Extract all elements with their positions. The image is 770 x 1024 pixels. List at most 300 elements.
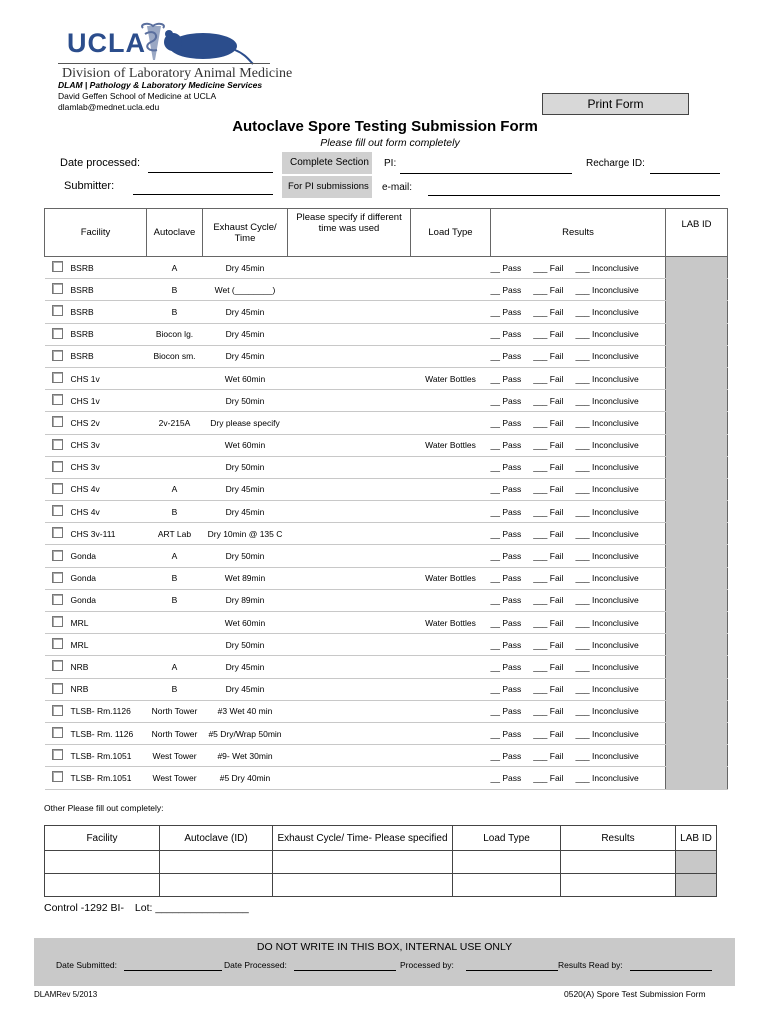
autoclave-cell: A — [147, 257, 203, 279]
autoclave-cell — [147, 390, 203, 412]
exhaust-cell: Dry 45min — [203, 478, 288, 500]
row-checkbox[interactable] — [52, 372, 63, 383]
row-checkbox[interactable] — [52, 550, 63, 561]
result-inconclusive[interactable]: ___ Inconclusive — [575, 506, 639, 517]
table-row — [45, 545, 728, 567]
result-inconclusive[interactable]: ___ Inconclusive — [575, 351, 639, 362]
row-checkbox-cell — [45, 367, 71, 389]
row-checkbox-cell — [45, 700, 71, 722]
load-type-cell — [411, 390, 491, 412]
load-type-cell — [411, 456, 491, 478]
load-type-cell — [411, 678, 491, 700]
autoclave-cell: B — [147, 589, 203, 611]
row-checkbox[interactable] — [52, 727, 63, 738]
header-results: Results — [491, 209, 666, 257]
lab-id-cell — [666, 501, 728, 523]
row-checkbox[interactable] — [52, 505, 63, 516]
exhaust-cell: Dry 10min @ 135 C — [203, 523, 288, 545]
autoclave-cell: B — [147, 279, 203, 301]
control-line — [44, 902, 249, 914]
for-pi-box — [282, 176, 372, 198]
results-cell — [491, 612, 666, 634]
table-row — [45, 523, 728, 545]
autoclave-table — [44, 208, 728, 790]
table-row — [45, 678, 728, 700]
result-pass[interactable]: __ Pass — [490, 551, 522, 562]
other-exhaust-field[interactable] — [273, 851, 453, 874]
pi-field[interactable] — [400, 161, 572, 174]
exhaust-cell: Dry 45min — [203, 501, 288, 523]
row-checkbox-cell — [45, 323, 71, 345]
lab-id-cell — [666, 634, 728, 656]
autoclave-cell: B — [147, 678, 203, 700]
submitter-field[interactable] — [133, 182, 273, 195]
result-pass[interactable]: __ Pass — [490, 617, 522, 628]
result-fail[interactable]: ___ Fail — [533, 306, 564, 317]
specify-time-field[interactable] — [288, 257, 411, 279]
lab-id-cell — [666, 412, 728, 434]
load-type-cell — [411, 257, 491, 279]
lab-id-cell — [666, 434, 728, 456]
exhaust-cell: Wet 60min — [203, 367, 288, 389]
org-line-1: DLAM | Pathology & Laboratory Medicine Services — [58, 80, 263, 90]
load-type-cell — [411, 345, 491, 367]
facility-cell: BSRB — [71, 279, 147, 301]
result-fail[interactable]: ___ Fail — [533, 440, 564, 451]
result-inconclusive[interactable]: ___ Inconclusive — [575, 395, 639, 406]
table-row — [45, 612, 728, 634]
load-type-cell — [411, 412, 491, 434]
specify-time-field[interactable] — [288, 501, 411, 523]
other-header-results: Results — [561, 826, 676, 851]
specify-time-field[interactable] — [288, 745, 411, 767]
result-fail[interactable]: ___ Fail — [533, 684, 564, 695]
row-checkbox[interactable] — [52, 439, 63, 450]
row-checkbox[interactable] — [52, 261, 63, 272]
other-autoclave-field[interactable] — [160, 851, 273, 874]
row-checkbox[interactable] — [52, 328, 63, 339]
result-fail[interactable]: ___ Fail — [533, 417, 564, 428]
lab-id-cell — [666, 700, 728, 722]
row-checkbox[interactable] — [52, 771, 63, 782]
header-facility: Facility — [45, 209, 147, 257]
row-checkbox-cell — [45, 634, 71, 656]
autoclave-cell: B — [147, 501, 203, 523]
result-pass[interactable]: __ Pass — [490, 440, 522, 451]
row-checkbox-cell — [45, 545, 71, 567]
result-fail[interactable]: ___ Fail — [533, 617, 564, 628]
load-type-cell — [411, 745, 491, 767]
specify-time-field[interactable] — [288, 700, 411, 722]
result-fail[interactable]: ___ Fail — [533, 772, 564, 783]
facility-cell: CHS 3v — [71, 456, 147, 478]
results-cell — [491, 434, 666, 456]
results-cell — [491, 700, 666, 722]
results-cell — [491, 745, 666, 767]
row-checkbox-cell — [45, 589, 71, 611]
specify-time-field[interactable] — [288, 523, 411, 545]
table-row — [45, 257, 728, 279]
row-checkbox-cell — [45, 567, 71, 589]
result-fail[interactable]: ___ Fail — [533, 484, 564, 495]
load-type-cell — [411, 523, 491, 545]
result-pass[interactable]: __ Pass — [490, 373, 522, 384]
facility-cell: TLSB- Rm.1126 — [71, 700, 147, 722]
facility-cell: TLSB- Rm. 1126 — [71, 722, 147, 744]
result-pass[interactable]: __ Pass — [490, 573, 522, 584]
autoclave-cell: North Tower — [147, 700, 203, 722]
specify-time-field[interactable] — [288, 301, 411, 323]
other-load-field[interactable] — [453, 851, 561, 874]
row-checkbox-cell — [45, 345, 71, 367]
facility-cell: CHS 1v — [71, 367, 147, 389]
load-type-cell — [411, 301, 491, 323]
result-pass[interactable]: __ Pass — [490, 351, 522, 362]
processed-by-field — [466, 962, 558, 971]
row-checkbox[interactable] — [52, 283, 63, 294]
result-pass[interactable]: __ Pass — [490, 262, 522, 273]
specify-time-field[interactable] — [288, 545, 411, 567]
lab-id-cell — [666, 767, 728, 789]
result-inconclusive[interactable]: ___ Inconclusive — [575, 706, 639, 717]
specify-time-field[interactable] — [288, 567, 411, 589]
form-subtitle: Please fill out form completely — [320, 137, 460, 149]
footer-revision: DLAMRev 5/2013 — [34, 990, 98, 999]
load-type-cell — [411, 700, 491, 722]
specify-time-field[interactable] — [288, 634, 411, 656]
row-checkbox[interactable] — [52, 483, 63, 494]
result-inconclusive[interactable]: ___ Inconclusive — [575, 573, 639, 584]
print-form-button[interactable]: Print Form — [542, 93, 689, 115]
autoclave-cell: Biocon sm. — [147, 345, 203, 367]
autoclave-cell — [147, 634, 203, 656]
facility-cell: TLSB- Rm.1051 — [71, 767, 147, 789]
specify-time-field[interactable] — [288, 412, 411, 434]
recharge-id-field[interactable] — [650, 161, 720, 174]
facility-cell: MRL — [71, 612, 147, 634]
table-row — [45, 323, 728, 345]
other-autoclave-field[interactable] — [160, 874, 273, 897]
result-pass[interactable]: __ Pass — [490, 528, 522, 539]
results-cell — [491, 478, 666, 500]
result-fail[interactable]: ___ Fail — [533, 706, 564, 717]
result-pass[interactable]: __ Pass — [490, 706, 522, 717]
exhaust-cell: Wet 89min — [203, 567, 288, 589]
other-exhaust-field[interactable] — [273, 874, 453, 897]
result-pass[interactable]: __ Pass — [490, 329, 522, 340]
result-inconclusive[interactable]: ___ Inconclusive — [575, 306, 639, 317]
result-inconclusive[interactable]: ___ Inconclusive — [575, 262, 639, 273]
facility-cell: BSRB — [71, 301, 147, 323]
load-type-cell — [411, 279, 491, 301]
specify-time-field[interactable] — [288, 456, 411, 478]
org-line-2: David Geffen School of Medicine at UCLA — [58, 91, 217, 101]
result-fail[interactable]: ___ Fail — [533, 639, 564, 650]
row-checkbox[interactable] — [52, 350, 63, 361]
lab-id-cell — [666, 545, 728, 567]
result-fail[interactable]: ___ Fail — [533, 395, 564, 406]
other-results-field[interactable] — [561, 874, 676, 897]
header-load-type: Load Type — [411, 209, 491, 257]
row-checkbox[interactable] — [52, 461, 63, 472]
result-inconclusive[interactable]: ___ Inconclusive — [575, 684, 639, 695]
table-row — [45, 567, 728, 589]
other-lab-id-field — [676, 874, 717, 897]
lab-id-cell — [666, 722, 728, 744]
result-fail[interactable]: ___ Fail — [533, 262, 564, 273]
load-type-cell — [411, 722, 491, 744]
autoclave-cell: A — [147, 656, 203, 678]
result-pass[interactable]: __ Pass — [490, 595, 522, 606]
row-checkbox-cell — [45, 745, 71, 767]
lab-id-cell — [666, 567, 728, 589]
result-fail[interactable]: ___ Fail — [533, 573, 564, 584]
header-autoclave: Autoclave — [147, 209, 203, 257]
exhaust-cell: Dry please specify — [203, 412, 288, 434]
results-cell — [491, 456, 666, 478]
row-checkbox[interactable] — [52, 660, 63, 671]
result-pass[interactable]: __ Pass — [490, 661, 522, 672]
other-header-load-type: Load Type — [453, 826, 561, 851]
result-pass[interactable]: __ Pass — [490, 772, 522, 783]
lab-id-cell — [666, 257, 728, 279]
other-table — [44, 825, 717, 897]
facility-cell: Gonda — [71, 545, 147, 567]
facility-cell: Gonda — [71, 589, 147, 611]
row-checkbox[interactable] — [52, 638, 63, 649]
row-checkbox[interactable] — [52, 749, 63, 760]
result-pass[interactable]: __ Pass — [490, 639, 522, 650]
result-inconclusive[interactable]: ___ Inconclusive — [575, 440, 639, 451]
result-inconclusive[interactable]: ___ Inconclusive — [575, 551, 639, 562]
results-cell — [491, 545, 666, 567]
result-fail[interactable]: ___ Fail — [533, 373, 564, 384]
exhaust-cell: #3 Wet 40 min — [203, 700, 288, 722]
result-fail[interactable]: ___ Fail — [533, 728, 564, 739]
result-fail[interactable]: ___ Fail — [533, 595, 564, 606]
row-checkbox[interactable] — [52, 594, 63, 605]
result-inconclusive[interactable]: ___ Inconclusive — [575, 661, 639, 672]
result-pass[interactable]: __ Pass — [490, 306, 522, 317]
autoclave-cell — [147, 456, 203, 478]
autoclave-cell: 2v-215A — [147, 412, 203, 434]
row-checkbox[interactable] — [52, 527, 63, 538]
control-label: Control -1292 BI- — [44, 902, 124, 914]
row-checkbox[interactable] — [52, 616, 63, 627]
result-inconclusive[interactable]: ___ Inconclusive — [575, 484, 639, 495]
result-fail[interactable]: ___ Fail — [533, 462, 564, 473]
exhaust-cell: #5 Dry/Wrap 50min — [203, 722, 288, 744]
load-type-cell — [411, 478, 491, 500]
internal-use-box — [34, 938, 735, 986]
email-label: e-mail: — [382, 182, 413, 193]
date-submitted-label: Date Submitted: — [56, 960, 117, 970]
specify-time-field[interactable] — [288, 656, 411, 678]
autoclave-cell: Biocon lg. — [147, 323, 203, 345]
table-row — [45, 434, 728, 456]
date-processed-field[interactable] — [148, 160, 273, 173]
row-checkbox[interactable] — [52, 305, 63, 316]
table-row — [45, 367, 728, 389]
header-lab-id: LAB ID — [666, 209, 728, 257]
lab-id-cell — [666, 656, 728, 678]
result-inconclusive[interactable]: ___ Inconclusive — [575, 284, 639, 295]
result-fail[interactable]: ___ Fail — [533, 661, 564, 672]
facility-cell: TLSB- Rm.1051 — [71, 745, 147, 767]
row-checkbox[interactable] — [52, 705, 63, 716]
result-pass[interactable]: __ Pass — [490, 506, 522, 517]
other-lab-id-field — [676, 851, 717, 874]
result-pass[interactable]: __ Pass — [490, 684, 522, 695]
row-checkbox-cell — [45, 257, 71, 279]
result-pass[interactable]: __ Pass — [490, 395, 522, 406]
lab-id-cell — [666, 345, 728, 367]
row-checkbox-cell — [45, 301, 71, 323]
other-facility-field[interactable] — [45, 874, 160, 897]
result-inconclusive[interactable]: ___ Inconclusive — [575, 772, 639, 783]
result-inconclusive[interactable]: ___ Inconclusive — [575, 462, 639, 473]
result-fail[interactable]: ___ Fail — [533, 750, 564, 761]
load-type-cell: Water Bottles — [411, 367, 491, 389]
results-cell — [491, 678, 666, 700]
table-row — [45, 345, 728, 367]
email-field[interactable] — [428, 183, 720, 196]
table-row — [45, 501, 728, 523]
result-inconclusive[interactable]: ___ Inconclusive — [575, 728, 639, 739]
result-inconclusive[interactable]: ___ Inconclusive — [575, 595, 639, 606]
table-row — [45, 656, 728, 678]
table-row — [45, 456, 728, 478]
specify-time-field[interactable] — [288, 767, 411, 789]
row-checkbox[interactable] — [52, 572, 63, 583]
specify-time-field[interactable] — [288, 612, 411, 634]
row-checkbox[interactable] — [52, 394, 63, 405]
result-inconclusive[interactable]: ___ Inconclusive — [575, 750, 639, 761]
lot-field[interactable]: Lot: ________________ — [134, 902, 249, 914]
specify-time-field[interactable] — [288, 478, 411, 500]
facility-cell: NRB — [71, 656, 147, 678]
date-processed-internal-field — [294, 962, 396, 971]
table-row — [45, 722, 728, 744]
result-inconclusive[interactable]: ___ Inconclusive — [575, 417, 639, 428]
specify-time-field[interactable] — [288, 434, 411, 456]
facility-cell: BSRB — [71, 257, 147, 279]
facility-cell: Gonda — [71, 567, 147, 589]
exhaust-cell: Dry 45min — [203, 345, 288, 367]
specify-time-field[interactable] — [288, 323, 411, 345]
logo-divider — [58, 63, 270, 64]
autoclave-cell: West Tower — [147, 767, 203, 789]
lab-id-cell — [666, 456, 728, 478]
load-type-cell — [411, 501, 491, 523]
lab-id-cell — [666, 301, 728, 323]
exhaust-cell: Dry 50min — [203, 545, 288, 567]
facility-cell: CHS 2v — [71, 412, 147, 434]
lab-id-cell — [666, 745, 728, 767]
autoclave-cell: North Tower — [147, 722, 203, 744]
exhaust-cell: Dry 45min — [203, 257, 288, 279]
results-cell — [491, 767, 666, 789]
for-pi-label: For PI submissions — [288, 181, 369, 192]
row-checkbox[interactable] — [52, 416, 63, 427]
result-pass[interactable]: __ Pass — [490, 728, 522, 739]
specify-time-field[interactable] — [288, 722, 411, 744]
lab-id-cell — [666, 612, 728, 634]
submitter-label: Submitter: — [64, 180, 115, 192]
date-processed-internal-label: Date Processed: — [224, 960, 287, 970]
result-inconclusive[interactable]: ___ Inconclusive — [575, 329, 639, 340]
facility-cell: CHS 3v-111 — [71, 523, 147, 545]
facility-cell: BSRB — [71, 323, 147, 345]
result-inconclusive[interactable]: ___ Inconclusive — [575, 617, 639, 628]
other-header-facility: Facility — [45, 826, 160, 851]
results-cell — [491, 301, 666, 323]
result-pass[interactable]: __ Pass — [490, 750, 522, 761]
result-inconclusive[interactable]: ___ Inconclusive — [575, 373, 639, 384]
result-inconclusive[interactable]: ___ Inconclusive — [575, 639, 639, 650]
results-cell — [491, 412, 666, 434]
processed-by-label: Processed by: — [400, 960, 454, 970]
specify-time-field[interactable] — [288, 345, 411, 367]
date-processed-label: Date processed: — [60, 157, 141, 169]
row-checkbox-cell — [45, 612, 71, 634]
specify-time-field[interactable] — [288, 279, 411, 301]
specify-time-field[interactable] — [288, 589, 411, 611]
autoclave-cell: A — [147, 478, 203, 500]
load-type-cell — [411, 634, 491, 656]
autoclave-cell: ART Lab — [147, 523, 203, 545]
exhaust-cell: Dry 45min — [203, 678, 288, 700]
results-cell — [491, 656, 666, 678]
internal-use-title: DO NOT WRITE IN THIS BOX, INTERNAL USE ONLY — [256, 941, 513, 953]
other-results-field[interactable] — [561, 851, 676, 874]
load-type-cell: Water Bottles — [411, 612, 491, 634]
result-fail[interactable]: ___ Fail — [533, 329, 564, 340]
table-row — [45, 390, 728, 412]
result-inconclusive[interactable]: ___ Inconclusive — [575, 528, 639, 539]
autoclave-cell: West Tower — [147, 745, 203, 767]
specify-time-field[interactable] — [288, 678, 411, 700]
specify-time-field[interactable] — [288, 367, 411, 389]
specify-time-field[interactable] — [288, 390, 411, 412]
row-checkbox[interactable] — [52, 683, 63, 694]
result-fail[interactable]: ___ Fail — [533, 284, 564, 295]
result-pass[interactable]: __ Pass — [490, 284, 522, 295]
load-type-cell — [411, 323, 491, 345]
exhaust-cell: Dry 45min — [203, 301, 288, 323]
result-fail[interactable]: ___ Fail — [533, 551, 564, 562]
facility-cell: CHS 4v — [71, 501, 147, 523]
result-fail[interactable]: ___ Fail — [533, 351, 564, 362]
other-load-field[interactable] — [453, 874, 561, 897]
load-type-cell — [411, 767, 491, 789]
result-fail[interactable]: ___ Fail — [533, 506, 564, 517]
exhaust-cell: #5 Dry 40min — [203, 767, 288, 789]
other-facility-field[interactable] — [45, 851, 160, 874]
result-pass[interactable]: __ Pass — [490, 484, 522, 495]
row-checkbox-cell — [45, 523, 71, 545]
row-checkbox-cell — [45, 279, 71, 301]
footer-form-name: 0520(A) Spore Test Submission Form — [564, 989, 706, 999]
result-fail[interactable]: ___ Fail — [533, 528, 564, 539]
date-submitted-field — [124, 962, 222, 971]
results-cell — [491, 589, 666, 611]
division-name: Division of Laboratory Animal Medicine — [62, 66, 293, 81]
other-header-exhaust: Exhaust Cycle/ Time- Please specified — [273, 826, 453, 851]
result-pass[interactable]: __ Pass — [490, 462, 522, 473]
row-checkbox-cell — [45, 478, 71, 500]
result-pass[interactable]: __ Pass — [490, 417, 522, 428]
